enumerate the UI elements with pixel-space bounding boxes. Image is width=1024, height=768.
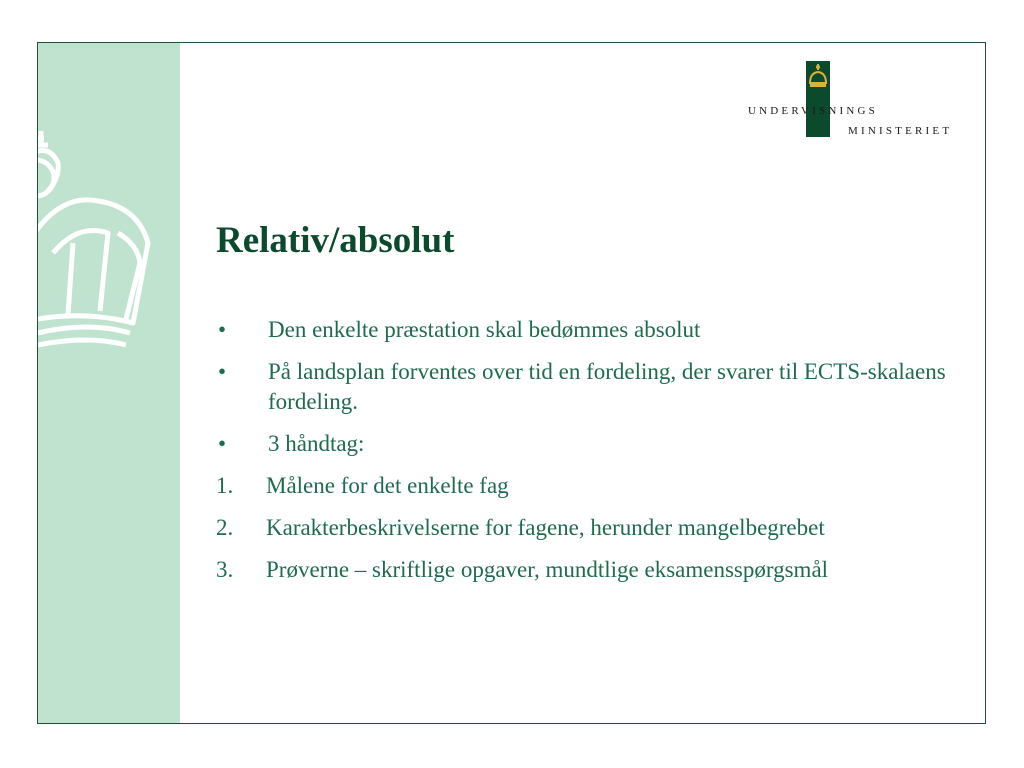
list-item [216, 513, 976, 543]
logo-text-line2: MINISTERIET [848, 125, 953, 137]
list-number: 3. [216, 557, 234, 582]
list-item-text: Målene for det enkelte fag [266, 473, 509, 498]
sidebar-decoration [38, 43, 180, 723]
list-item-text: På landsplan forventes over tid en fordeling, der svarer til ECTS-skalaens fordeling. [268, 359, 946, 414]
list-number: 1. [216, 473, 234, 498]
ministry-logo [748, 61, 978, 151]
list-item-text: Prøverne – skriftlige opgaver, mundtlige eksamensspørgsmål [266, 557, 829, 582]
crown-icon [806, 61, 830, 137]
list-bullet: • [218, 359, 227, 384]
list-item-text: Den enkelte præstation skal bedømmes absolut [268, 317, 701, 342]
list-number: 2. [216, 515, 234, 540]
slide-body [216, 315, 976, 597]
crown-watermark-icon [38, 83, 180, 353]
list-item-text: 3 håndtag: [268, 431, 365, 456]
logo-text-line1: UNDERVISNINGS [748, 105, 878, 117]
list-item-text: Karakterbeskrivelserne for fagene, herunder mangelbegrebet [266, 515, 825, 540]
slide [37, 42, 986, 724]
logo-emblem [806, 61, 830, 137]
list-item [216, 555, 976, 585]
list-item [216, 471, 976, 501]
list-bullet: • [218, 317, 227, 342]
list-item [216, 429, 976, 459]
list-item [216, 315, 976, 345]
slide-title: Relativ/absolut [216, 220, 455, 261]
list-item [216, 357, 976, 417]
list-bullet: • [218, 431, 227, 456]
